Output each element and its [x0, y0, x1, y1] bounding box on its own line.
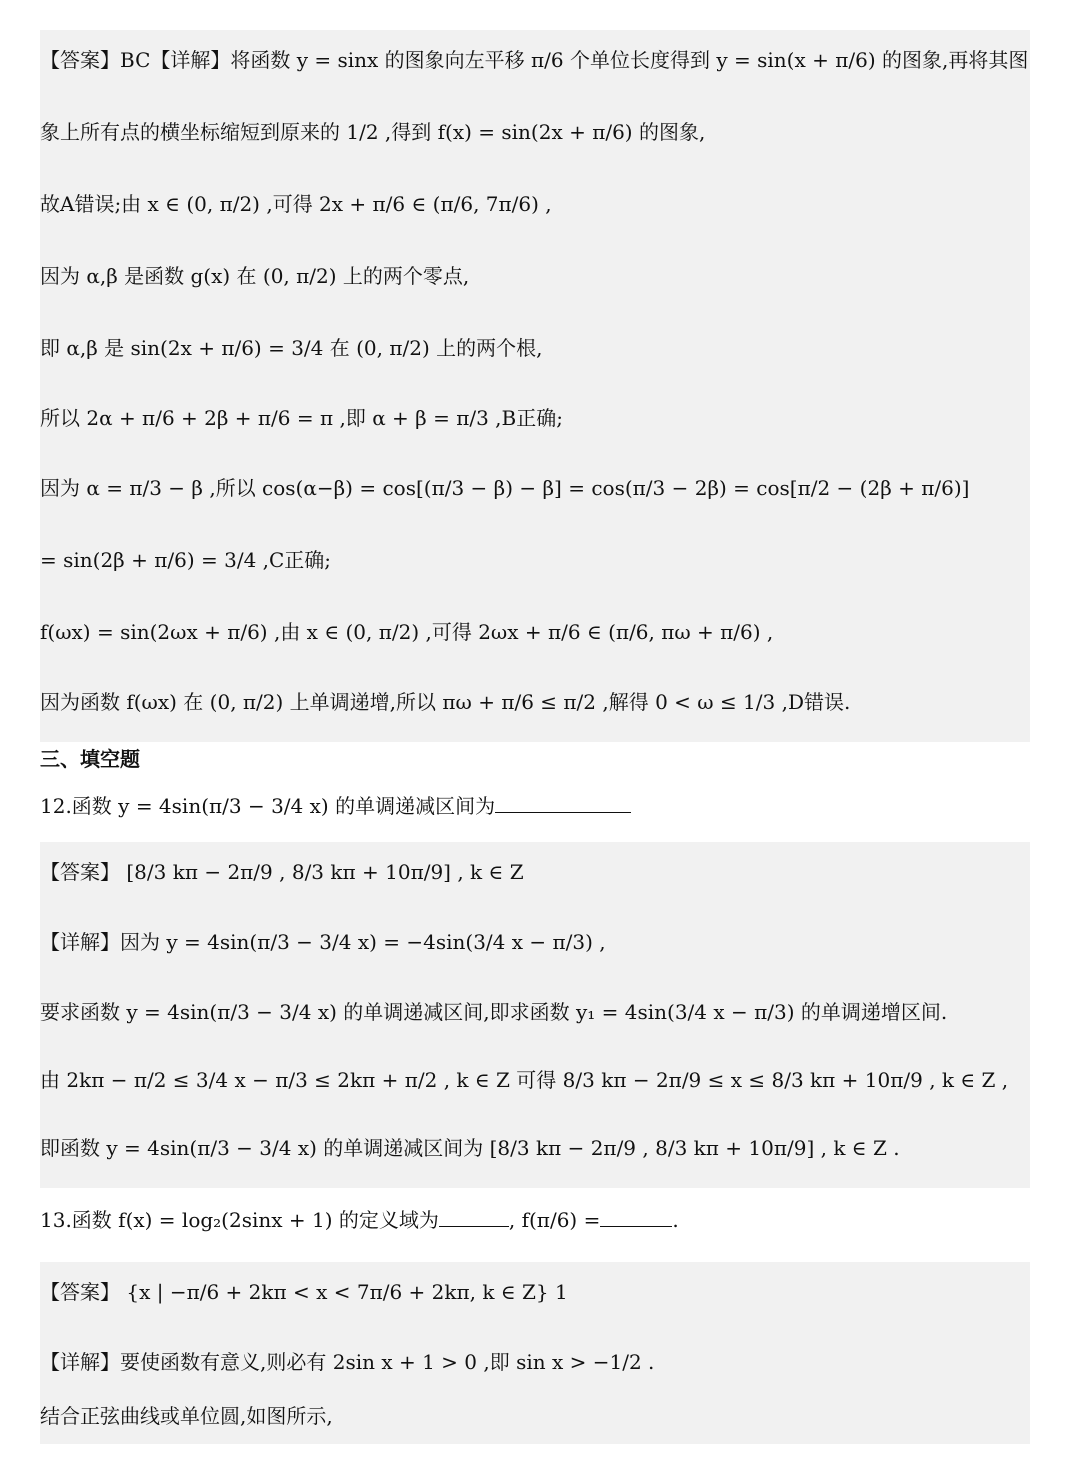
q11-line-3: 故A错误;由 x ∈ (0, π/2) ,可得 2x + π/6 ∈ (π/6, 7π/6) , — [40, 192, 552, 216]
q12-detail-line-2: 要求函数 y = 4sin(π/3 − 3/4 x) 的单调递减区间,即求函数 y₁ = 4sin(3/4 x − π/3) 的单调递增区间. — [40, 1000, 948, 1024]
q13-question-text-b: , f(π/6) = — [508, 1208, 601, 1232]
q12-question — [40, 792, 1030, 820]
q11-line-10: 因为函数 f(ωx) 在 (0, π/2) 上单调递增,所以 πω + π/6 ≤ π/2 ,解得 0 < ω ≤ 1/3 ,D错误. — [40, 690, 851, 714]
q11-line-5: 即 α,β 是 sin(2x + π/6) = 3/4 在 (0, π/2) 上的两个根, — [40, 336, 543, 360]
q13-question-end: . — [672, 1208, 679, 1232]
q11-line-4: 因为 α,β 是函数 g(x) 在 (0, π/2) 上的两个零点, — [40, 264, 470, 288]
q12-detail-line-4: 即函数 y = 4sin(π/3 − 3/4 x) 的单调递减区间为 [8/3 kπ − 2π/9 , 8/3 kπ + 10π/9] , k ∈ Z . — [40, 1136, 900, 1160]
q13-answer: 【答案】 {x | −π/6 + 2kπ < x < 7π/6 + 2kπ, k ∈ Z} 1 — [40, 1280, 568, 1304]
q13-question — [40, 1206, 1030, 1234]
q13-detail-line-1: 【详解】要使函数有意义,则必有 2sin x + 1 > 0 ,即 sin x > −1/2 . — [40, 1350, 655, 1374]
q11-line-2: 象上所有点的横坐标缩短到原来的 1/2 ,得到 f(x) = sin(2x + π/6) 的图象, — [40, 120, 706, 144]
q13-question-text-a: 13.函数 f(x) = log₂(2sinx + 1) 的定义域为 — [40, 1208, 439, 1232]
q13-detail-line-2: 结合正弦曲线或单位圆,如图所示, — [40, 1404, 333, 1428]
q12-question-text: 12.函数 y = 4sin(π/3 − 3/4 x) 的单调递减区间为 — [40, 794, 496, 818]
section-heading: 三、填空题 — [40, 749, 140, 771]
q11-line-6: 所以 2α + π/6 + 2β + π/6 = π ,即 α + β = π/3 ,B正确; — [40, 406, 563, 430]
q12-detail-line-3: 由 2kπ − π/2 ≤ 3/4 x − π/3 ≤ 2kπ + π/2 , k ∈ Z 可得 8/3 kπ − 2π/9 ≤ x ≤ 8/3 kπ + 10π/9 , k ∈ Z , — [40, 1068, 1009, 1092]
q13-blank-domain — [439, 1206, 509, 1227]
q11-line-8: = sin(2β + π/6) = 3/4 ,C正确; — [40, 548, 332, 572]
q12-answer: 【答案】 [8/3 kπ − 2π/9 , 8/3 kπ + 10π/9] , k ∈ Z — [40, 860, 524, 884]
q13-blank-value — [600, 1206, 672, 1227]
q12-detail-line-1: 【详解】因为 y = 4sin(π/3 − 3/4 x) = −4sin(3/4 x − π/3) , — [40, 930, 606, 954]
q12-answer-blank — [495, 792, 631, 813]
q11-line-7: 因为 α = π/3 − β ,所以 cos(α−β) = cos[(π/3 − β) − β] = cos(π/3 − 2β) = cos[π/2 − (2β + π/6)] — [40, 476, 970, 500]
q11-line-1: 【答案】BC【详解】将函数 y = sinx 的图象向左平移 π/6 个单位长度得到 y = sin(x + π/6) 的图象,再将其图 — [40, 48, 1029, 72]
q11-line-9: f(ωx) = sin(2ωx + π/6) ,由 x ∈ (0, π/2) ,可得 2ωx + π/6 ∈ (π/6, πω + π/6) , — [40, 620, 774, 644]
